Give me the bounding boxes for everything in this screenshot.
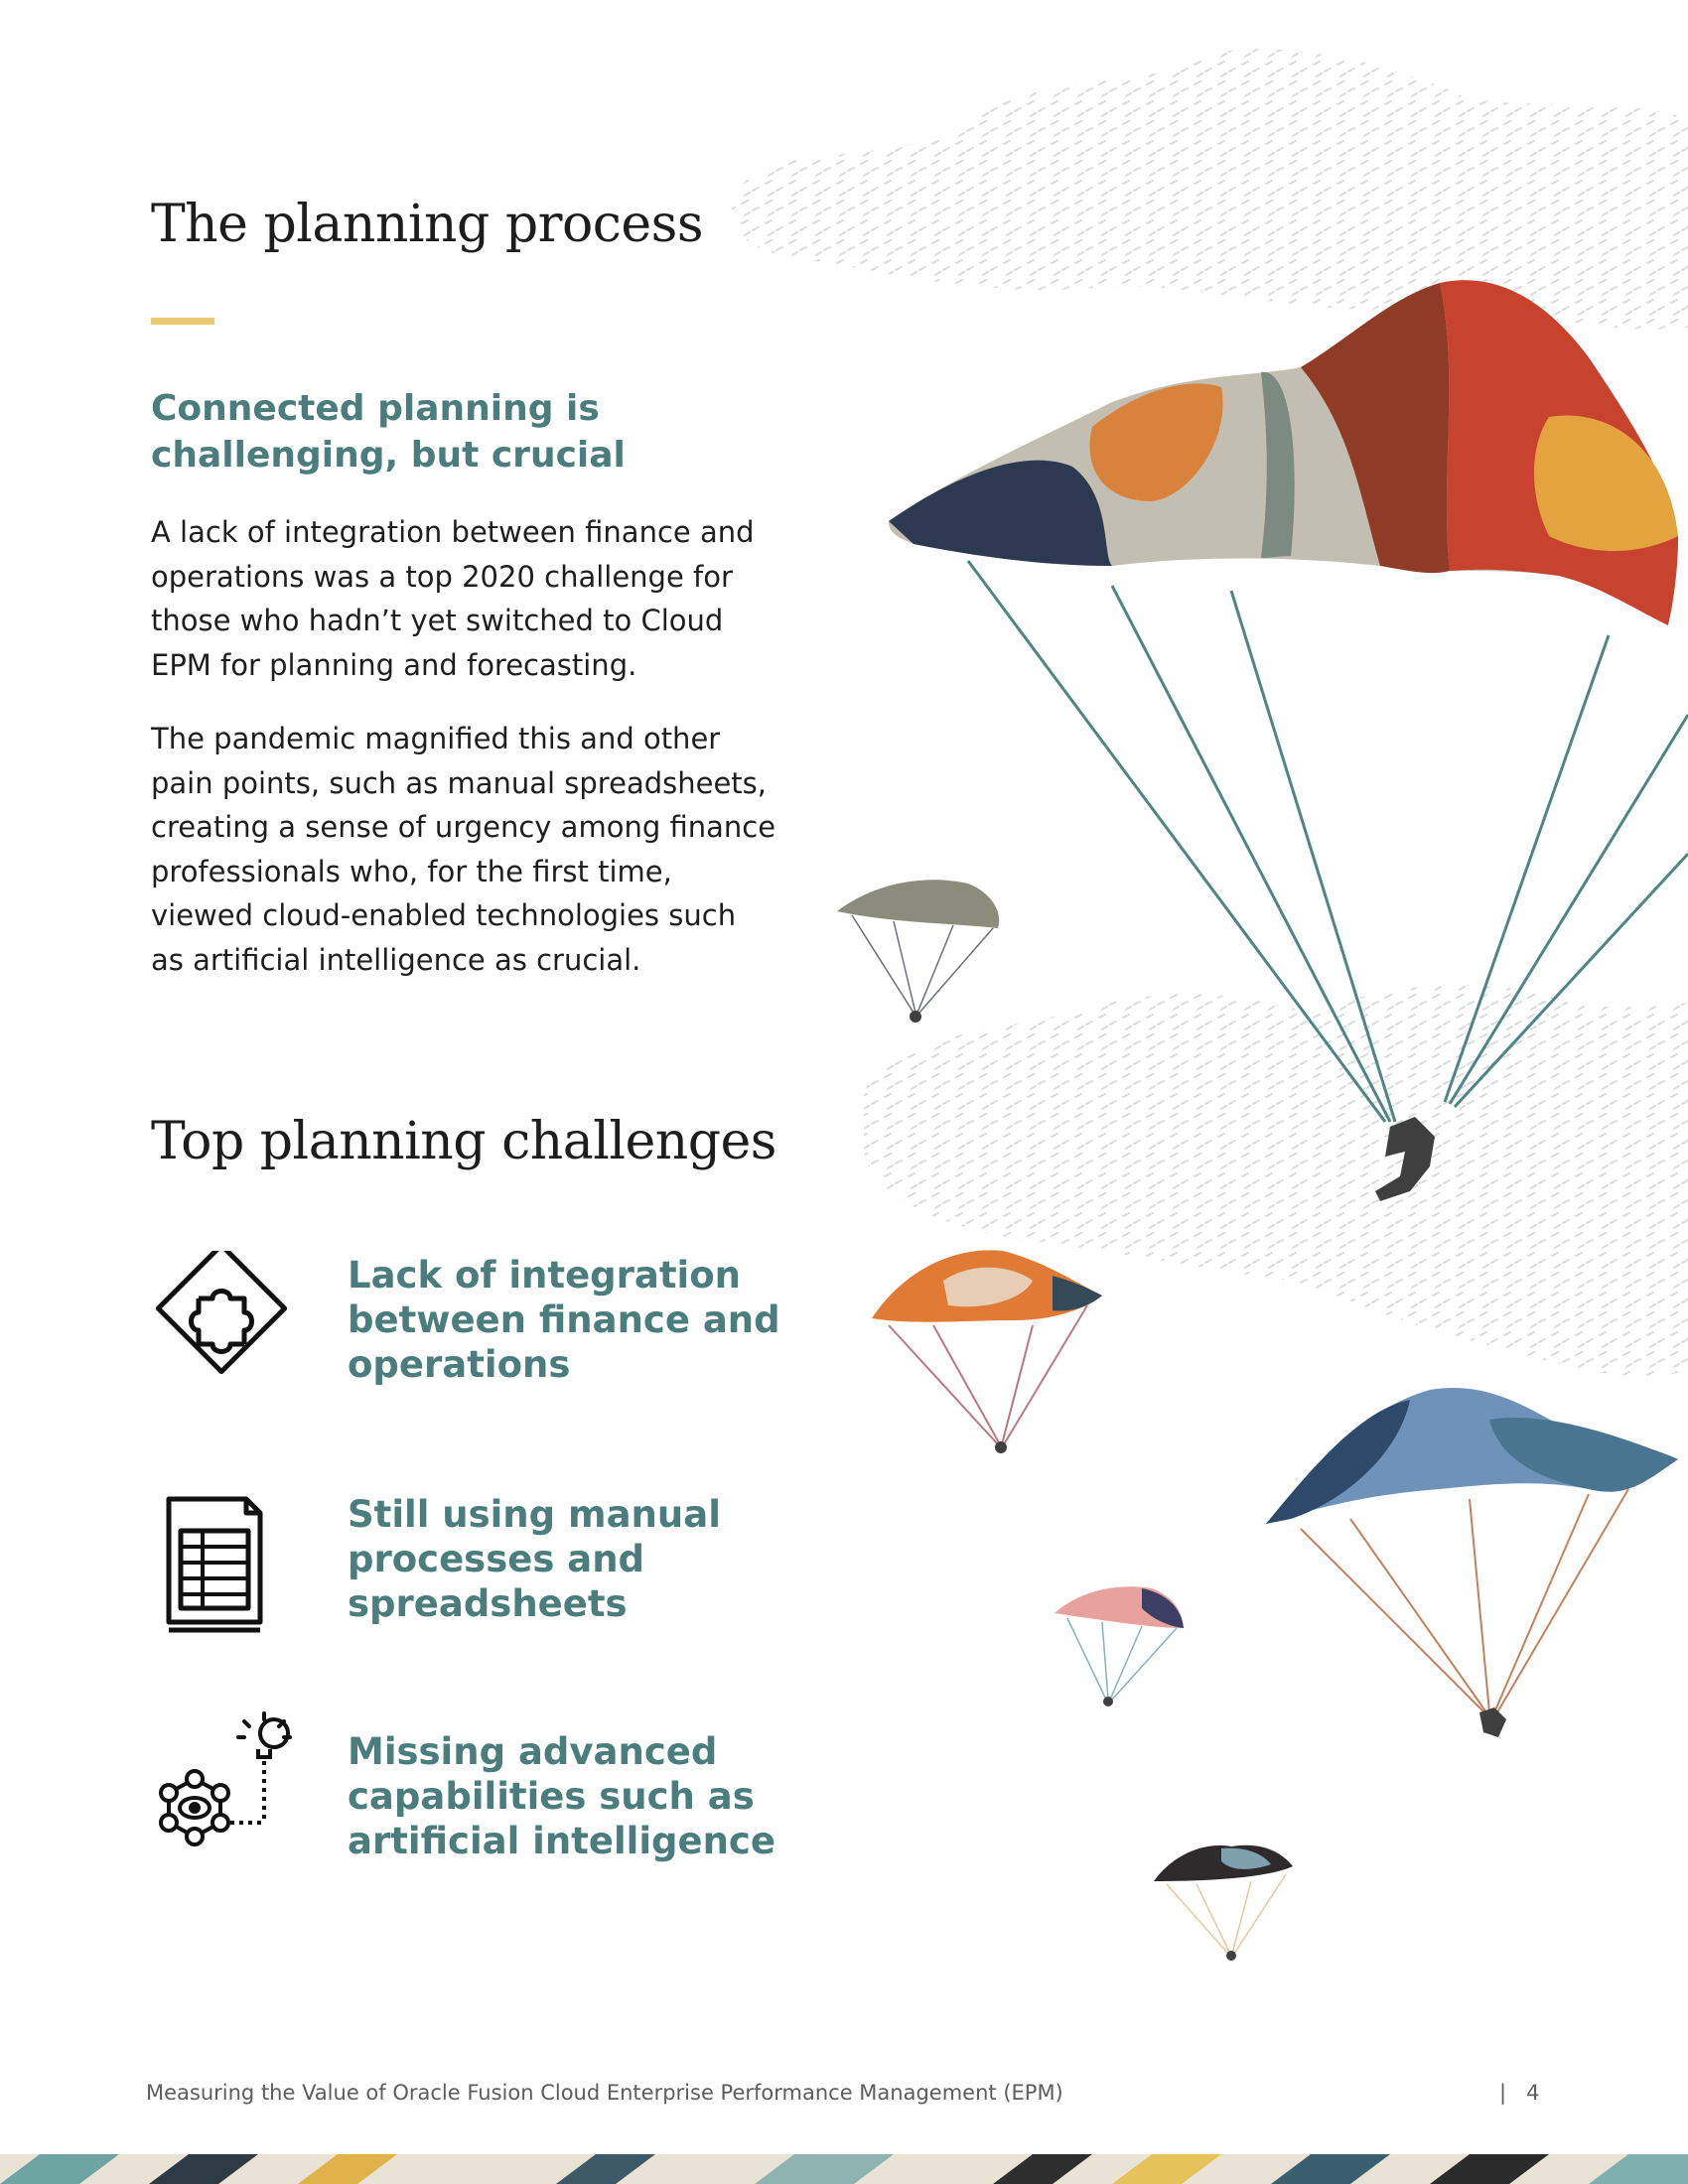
challenge-item: Missing advanced capabilities such as artificial intelligence bbox=[348, 1730, 775, 1862]
small-parachute-dark bbox=[1154, 1845, 1293, 1961]
body-paragraph: A lack of integration between finance and operations was a top 2020 challenge for those who hadn’t yet switched to Cloud EPM for planning and forecasting. bbox=[151, 515, 755, 682]
page-number bbox=[1499, 2081, 1539, 2105]
medium-parachute-blue bbox=[1266, 1388, 1678, 1737]
challenge-item: Still using manual processes and spreadsheets bbox=[348, 1493, 721, 1625]
challenges-title: Top planning challenges bbox=[151, 1112, 776, 1171]
body-paragraph: The pandemic magnified this and other pain points, such as manual spreadsheets, creating a sense of urgency among finance professionals who, for the first time, viewed cloud-enabled technologies such as artificial intelligence as crucial. bbox=[151, 722, 776, 977]
title-accent-rule bbox=[151, 318, 214, 325]
small-parachute-grey bbox=[837, 880, 999, 1023]
small-parachute-pink bbox=[1055, 1586, 1184, 1706]
section-subheading: Connected planning is challenging, but crucial bbox=[151, 388, 626, 476]
page-separator: | bbox=[1499, 2081, 1507, 2105]
puzzle-icon bbox=[149, 1251, 308, 1400]
small-parachute-orange bbox=[872, 1250, 1102, 1453]
ai-network-lightbulb-icon bbox=[149, 1709, 308, 1858]
challenge-item: Lack of integration between finance and operations bbox=[348, 1254, 780, 1386]
page-title: The planning process bbox=[151, 195, 704, 254]
spreadsheet-document-icon bbox=[149, 1491, 308, 1640]
footer-document-title: Measuring the Value of Oracle Fusion Cloud Enterprise Performance Management (EPM) bbox=[146, 2081, 1063, 2105]
cloud-top bbox=[732, 49, 1688, 329]
page-number-value: 4 bbox=[1526, 2081, 1540, 2105]
decorative-footer-strip bbox=[0, 2154, 1688, 2184]
